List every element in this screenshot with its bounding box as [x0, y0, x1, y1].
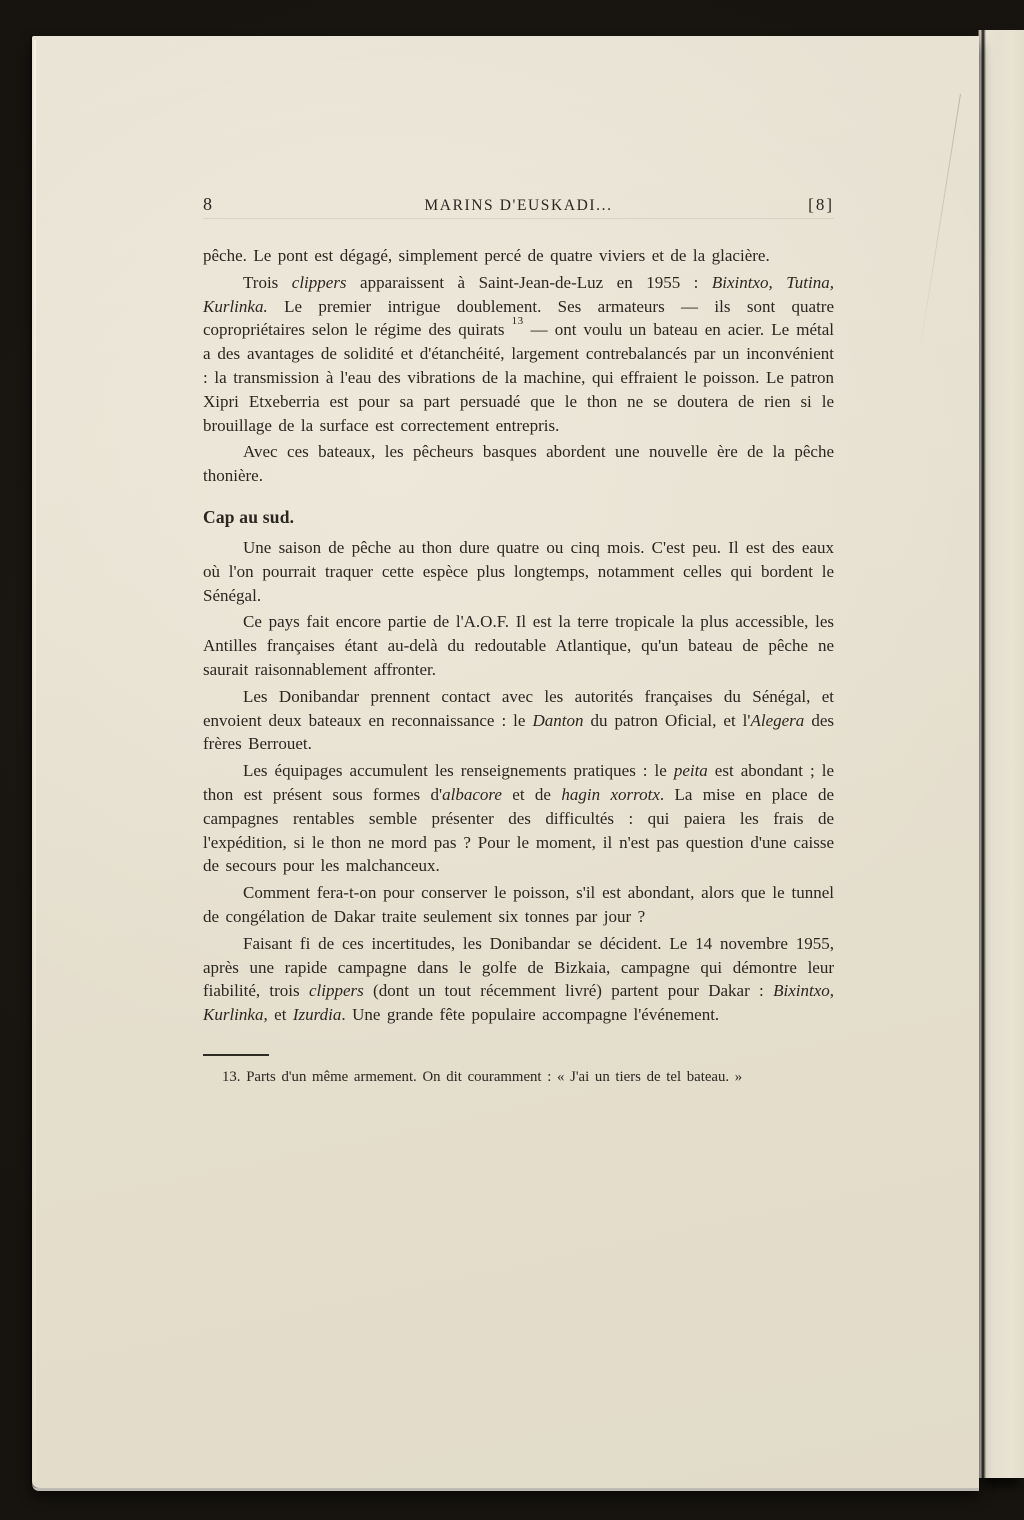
paragraph [203, 932, 834, 1027]
paragraph [203, 271, 834, 438]
running-head [203, 194, 834, 215]
footnote-reference: 13 [511, 314, 524, 327]
text-run: Faisant fi de ces incertitudes, les Donibandar se décident. Le 14 novembre 1955, après une rapide campagne dans le golfe de Bizkaia, campagne qui démontre leur fiabilité, trois [203, 933, 834, 1001]
paragraph [203, 536, 834, 607]
text-run: des frères Berrouet. [203, 710, 834, 754]
text-run: Les Donibandar prennent contact avec les autorités françaises du Sénégal, et envoient deux bateaux en reconnaissance : le [203, 686, 834, 730]
paragraph [203, 610, 834, 681]
header-rule [203, 218, 834, 219]
paragraph [203, 685, 834, 756]
page-left-edge [34, 40, 36, 1482]
page-number-left: 8 [203, 194, 212, 214]
text-run: Trois [243, 272, 292, 292]
text-column [203, 241, 834, 1089]
text-run: Une saison de pêche au thon dure quatre ou cinq mois. C'est peu. Il est des eaux où l'on pourrait traquer cette espèce plus longtemps, notamment celles qui bordent le Sénégal. [203, 537, 834, 605]
paragraph [203, 759, 834, 878]
section-heading [203, 505, 834, 529]
text-run: apparaissent à Saint-Jean-de-Luz en 1955 : [346, 272, 712, 292]
italic-run: Kurlinka [203, 1005, 264, 1025]
text-run: Avec ces bateaux, les pêcheurs basques abordent une nouvelle ère de la pêche thonière. [203, 442, 834, 486]
text-run: — ont voulu un bateau en acier. Le métal a des avantages de solidité et d'étanchéité, largement contrebalancés par un inconvénient : la transmission à l'eau des vibrations de la machine, qui effraient le poisson. Le patron Xipri Etxeberria est pour sa part persuadé que le thon ne se doutera de rien si le brouillage de la surface est correctement entrepris. [203, 320, 834, 435]
text-run: du patron Oficial, et l' [583, 710, 751, 730]
text-run: est abondant ; le thon est présent sous formes d' [203, 761, 835, 804]
text-run: . Une grande fête populaire accompagne l'événement. [341, 1005, 720, 1025]
italic-run: hagin xorrotx [561, 784, 660, 804]
italic-run: Bixintxo, Tutina, Kurlinka. [203, 272, 834, 316]
text-run: Le premier intrigue doublement. Ses armateurs — ils sont quatre copropriétaires selon le régime des quirats [203, 296, 834, 340]
paragraph [203, 440, 834, 488]
body-text [203, 244, 834, 1027]
paragraph [203, 881, 834, 929]
text-run: , et [263, 1005, 293, 1025]
text-run: pêche. Le pont est dégagé, simplement percé de quatre viviers et de la glacière. [203, 246, 770, 265]
italic-run: Alegera [750, 710, 805, 730]
text-run: et de [501, 784, 562, 804]
footnote-text: 13. Parts d'un même armement. On dit couramment : « J'ai un tiers de tel bateau. » [222, 1068, 743, 1085]
page-number-bracket: [8] [808, 195, 834, 214]
text-run: Comment fera-t-on pour conserver le poisson, s'il est abondant, alors que le tunnel de congélation de Dakar traite seulement six tonnes par jour ? [203, 883, 834, 926]
paragraph [203, 244, 834, 268]
book-page [32, 36, 979, 1488]
italic-run: Danton [532, 710, 584, 730]
italic-run: peita [673, 761, 708, 781]
text-run: Les équipages accumulent les renseignements pratiques : le [243, 761, 674, 781]
text-run: . La mise en place de campagnes rentables semble présenter des difficultés : qui paiera les frais de l'expédition, si le thon ne mord pas ? Pour le moment, il n'est pas question d'une caisse de secours pour les malchanceux. [203, 784, 834, 876]
italic-run: Izurdia [292, 1005, 342, 1025]
text-run: , [829, 981, 834, 1001]
text-run: Cap au sud. [203, 506, 295, 527]
running-title: MARINS D'EUSKADI... [424, 197, 613, 214]
italic-run: clippers [308, 981, 364, 1001]
italic-run: Bixintxo [773, 981, 830, 1001]
text-run: Ce pays fait encore partie de l'A.O.F. Il est la terre tropicale la plus accessible, les Antilles françaises étant au-delà du redoutable Atlantique, qu'un bateau de pêche ne saurait raisonnablement affronter. [203, 612, 834, 679]
text-run: (dont un tout récemment livré) partent pour Dakar : [363, 981, 774, 1001]
footnote-rule [203, 1054, 269, 1056]
page-stack-edge [978, 30, 1024, 1478]
italic-run: albacore [442, 784, 502, 804]
italic-run: clippers [291, 272, 347, 292]
paper-crease [918, 94, 961, 361]
footnote-section [203, 1054, 834, 1089]
